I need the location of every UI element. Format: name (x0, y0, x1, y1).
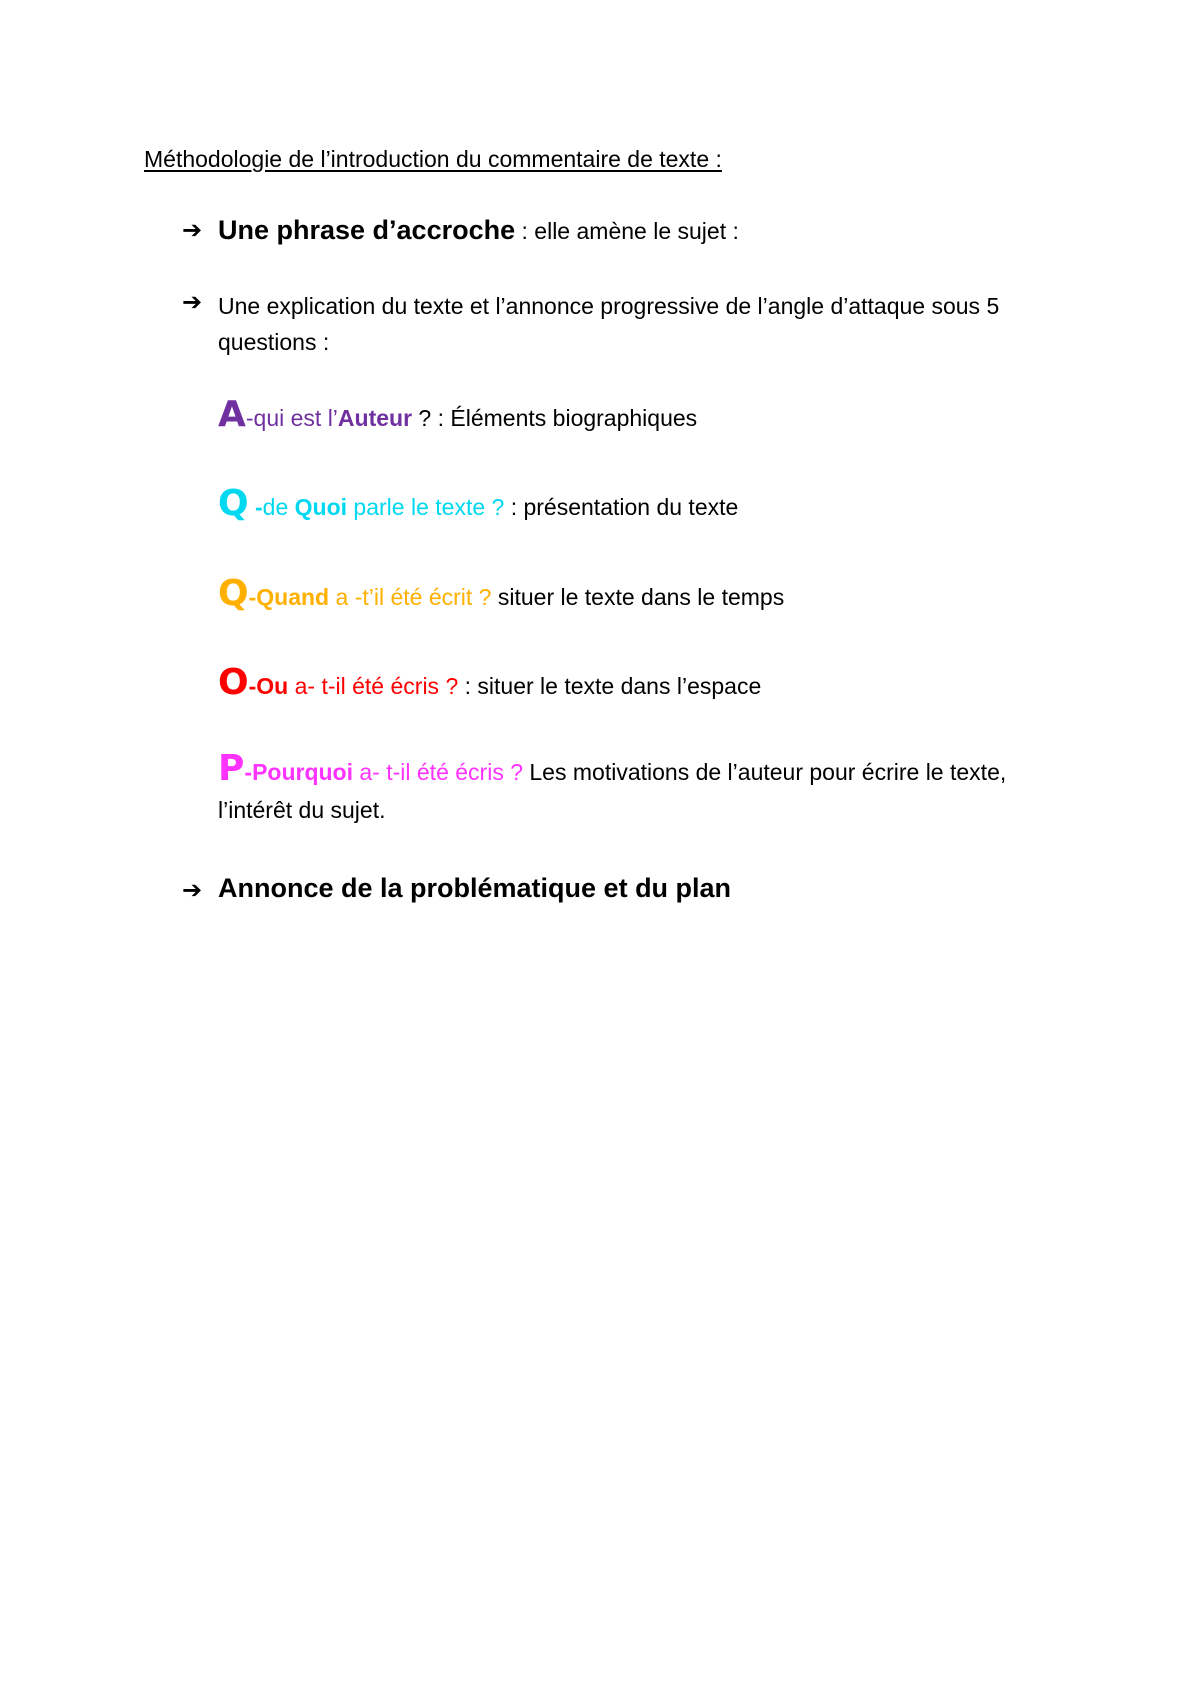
question-letter: P (218, 748, 245, 789)
bullet-problematique: Annonce de la problématique et du plan (218, 873, 732, 903)
bullet-accroche-strong: Une phrase d’accroche (218, 215, 516, 245)
question-rest: : situer le texte dans l’espace (458, 673, 762, 699)
question-lead: -Quand a -t’il été écrit ? (248, 584, 492, 610)
question-letter: Q (218, 573, 249, 614)
question-rest: situer le texte dans le temps (491, 584, 785, 610)
question-rest: : présentation du texte (504, 494, 739, 520)
question-lead: -qui est l’Auteur (245, 405, 413, 431)
question-rest: Les motivations de l’auteur pour écrire le texte, l’intérêt du sujet. (218, 759, 1007, 823)
question-ou (218, 662, 761, 703)
question-letter: Q (218, 483, 249, 524)
question-lead: -Ou a- t-il été écris ? (248, 673, 459, 699)
arrow-right-icon: ➔ (182, 216, 203, 244)
bullet-accroche (218, 215, 739, 246)
question-letter: A (218, 394, 246, 435)
document-title: Méthodologie de l’introduction du commentaire de texte : (144, 146, 722, 172)
bullet-accroche-rest: : elle amène le sujet : (515, 218, 739, 244)
question-pourquoi (218, 750, 1038, 829)
bullet-explication: Une explication du texte et l’annonce progressive de l’angle d’attaque sous 5 questions : (218, 293, 1000, 355)
question-lead: -de Quoi parle le texte ? (248, 494, 505, 520)
question-rest: ? : Éléments biographiques (412, 405, 698, 431)
question-letter: O (218, 662, 249, 703)
question-quand (218, 573, 784, 614)
arrow-right-icon: ➔ (182, 288, 203, 316)
question-auteur (218, 394, 697, 435)
question-quoi (218, 483, 738, 524)
arrow-right-icon: ➔ (182, 876, 203, 904)
question-lead: -Pourquoi a- t-il été écris ? (244, 759, 523, 785)
